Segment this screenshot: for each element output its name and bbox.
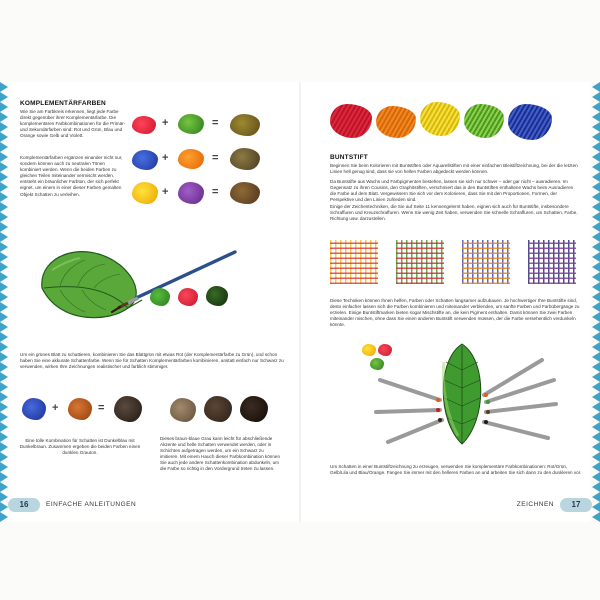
running-head-left: EINFACHE ANLEITUNGEN [46,501,137,508]
plus-sign: + [162,152,169,164]
red-scribble [330,104,372,138]
komplementaer-mixing: Komplementärfarben ergänzen einander nicht nur, sondern können auch zu neutralen Tönen kombiniert werden. Wenn die beiden Farben zu gleichen Teilen miteinander vermischt werden, entsteht ein bräunlicher Farbton, der sich perfekt eignet, um einem in einer dieser Farben gemalten Objekt Schatten zu verleihen. [20,155,123,197]
blue-scribble [508,104,552,140]
hatch-red-green [396,240,444,284]
blue-swatch [132,150,158,170]
dark-brown-swatch [68,398,92,420]
hatch-orange-blue [462,240,510,284]
orange-swatch [178,149,204,169]
left-page [10,82,300,522]
komplementaer-heading: KOMPLEMENTÄRFARBEN [20,100,106,107]
komplementaer-intro: Wie Sie am Farbkreis erkennen, liegt jede Farbe direkt gegenüber ihrer Komplementärfarbe. Die komplementären Farbkombinationen für die Primär- und Sekundärfarben sind: Rot und Grün, Blau und Orange sowie Gelb und Violett. [20,109,126,139]
zigzag-border-left [0,82,10,522]
medium-greybrown-swatch [204,396,232,422]
plus-sign: + [52,402,59,414]
buntstift-shadow-text: Um Schatten in einer Buntstiftzeichnung zu erzeugen, verwenden Sie komplementäre Farbkombinationen: Rot/Grün, Gelb/Lila und Blau/Orange. Fangen Sie immer mit den helleren Farben an und arbeiten Sie sich dann zu den dunkleren vor. [330,464,582,476]
buntstift-layers-text: Diese Techniken können Ihnen helfen, Farben oder Schatten langsamer aufzubauen. Je hochwertiger Ihre Buntstifte sind, desto einfacher lassen sich die Farben kombinieren und miteinander verblenden, um sanfte Farben und Farbübergänge zu erzielen. Einige Buntstiftmarken bieten sogar Mischstifte an, die kein Pigment enthalten. Damit können Sie zwei Farben miteinander mischen, ohne dass Sie einen anderen Buntstift verwenden müssen, der die Farbe versehentlich verdunkeln könnte. [330,298,580,328]
light-greybrown-swatch [170,398,196,422]
hatch-violet-navy [528,240,576,284]
equals-sign: = [212,152,219,164]
buntstift-techniques-text: Einige der Zeichentechniken, die Sie auf Seite 11 kennengelernt haben, eignen sich auch für Buntstifte, insbesondere Schraffuren und Kreuzschraffuren. Wenn Sie wenig Zeit haben, verwenden Sie schnelle Schraffuren, um Schatten, Farbe, Richtung usw. darzustellen. [330,204,578,222]
buntstift-wax-text: Da Buntstifte aus Wachs und Farbpigmenten bestehen, lassen sie sich nur schwer – oder gar nicht – ausradieren. Im Gegensatz zu ihren Cousins, den Graphitstiften, verschmiert das in den Buntstiften enthaltene Wachs beim Ausradieren die Farbe auf dem Blatt. Vergewissern Sie sich vor dem Kolorieren, dass Sie mit den Proportionen, Formen, der Perspektive und den Linien zufrieden sind. [330,179,574,203]
right-page [300,82,590,522]
leaf-red-swatch [178,288,198,306]
leaf-pencils-illustration [362,340,562,450]
blue-brown-caption: Eine tolle Kombination für Schatten ist Dunkelblau mit Dunkelbraun. Zusammen ergeben die beiden Farben einen dunklen Grauton. [19,438,141,456]
near-black-swatch [240,396,268,422]
mud-brown-swatch [230,182,260,204]
equals-sign: = [212,117,219,129]
violet-swatch [178,182,204,204]
leaf-brush-illustration [30,230,270,340]
olive-brown-swatch [230,114,260,136]
yellow-swatch [132,182,158,204]
green-swatch [178,114,204,134]
buntstift-heading: BUNTSTIFT [330,154,368,161]
page-number-left: 16 [8,498,40,512]
leaf-green-swatch [150,288,170,306]
dark-blue-swatch [22,398,46,420]
page-number-right: 17 [560,498,592,512]
leaf-shadow-swatch [206,286,228,306]
hatch-red-yellow [330,240,378,284]
small-green-swatch [370,358,384,370]
plus-sign: + [162,117,169,129]
orange-scribble [376,106,416,138]
buntstift-intro: Beginnen Sie beim Kolorieren mit Buntstiften oder Aquarellstiften mit einer einfachen Bleistiftzeichnung, bei der die letzten Linien hell genug sind, dass sie von hellen Farben abgedeckt werden können. [330,163,578,175]
grey-brown-swatch [230,148,260,170]
dark-grey-swatch [114,396,142,422]
equals-sign: = [212,186,219,198]
yellow-scribble [420,102,460,136]
leaf-shading-text: Um ein grünes Blatt zu schattieren, kombinieren Sie das Blattgrün mit etwas Rot (der Komplementärfarbe zu Grün), und schon haben Sie eine akkurate Schattenfarbe. Wenn Sie für Schatten Komplementärfarben kombinieren, anstatt einfach nur Schwarz zu verwenden, wirken Ihre Zeichnungen realistischer und farblich stimmiger. [20,352,284,370]
small-yellow-swatch [362,344,376,356]
equals-sign: = [98,402,105,414]
zigzag-border-right [590,82,600,522]
book-gutter [299,82,301,522]
small-red-swatch [378,344,392,356]
grey-accents-caption: Dieses braun-blaue Grau kann leicht für abschließende Akzente und helle Schatten verwendet werden, oder in Schichten aufgetragen werden, um ein Schwarz zu imitieren. Mit einem Hauch dieser Farbkombination können Sie auch jede andere Schattenkombination abdunkeln, um die Farbe so richtig in den Vordergrund treten zu lassen. [160,436,281,472]
plus-sign: + [162,186,169,198]
running-head-right: ZEICHNEN [516,501,554,508]
red-swatch [132,116,156,134]
green-scribble [464,104,504,138]
